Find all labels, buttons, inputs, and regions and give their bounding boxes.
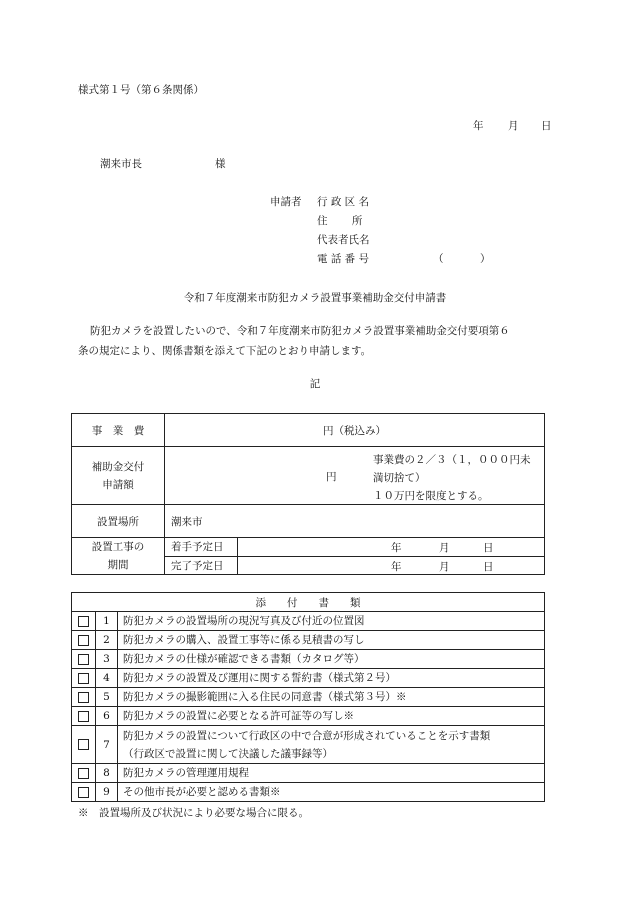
attachment-row <box>72 726 545 764</box>
attachment-checkbox[interactable] <box>78 768 89 779</box>
period-label-line2: 期間 <box>107 559 129 571</box>
date-month-label: 月 <box>508 120 519 132</box>
attachment-row <box>72 688 545 707</box>
body-line-1: 防犯カメラを設置したいので、令和７年度潮来市防犯カメラ設置事業補助金交付要項第６ <box>90 325 510 337</box>
attachment-checkbox[interactable] <box>78 692 89 703</box>
subsidy-note-line2: 満切捨て） <box>373 472 426 484</box>
attachment-checkbox[interactable] <box>78 787 89 798</box>
attachment-text: 防犯カメラの仕様が確認できる書類（カタログ等） <box>123 653 365 665</box>
subsidy-note <box>373 451 531 505</box>
end-date-value <box>238 556 545 575</box>
location-value: 潮来市 <box>165 505 545 538</box>
attachment-checkbox-cell <box>72 631 96 650</box>
attachment-checkbox[interactable] <box>78 673 89 684</box>
period-label-line1: 設置工事の <box>91 541 145 553</box>
start-year: 年 <box>391 542 402 554</box>
attachment-row <box>72 783 545 802</box>
body-line-2: 条の規定により、関係書類を添えて下記のとおり申請します。 <box>78 345 372 357</box>
attachment-text: その他市長が必要と認める書類※ <box>123 786 281 798</box>
attachment-text-cell <box>118 631 545 650</box>
form-number: 様式第１号（第６条関係） <box>78 84 204 96</box>
date-year-label: 年 <box>473 120 484 132</box>
attachment-checkbox-cell <box>72 669 96 688</box>
subsidy-note-line3: １０万円を限度とする。 <box>373 490 489 502</box>
attachment-checkbox-cell <box>72 688 96 707</box>
attachment-row <box>72 650 545 669</box>
attachment-text-cell <box>118 783 545 802</box>
attachments-body <box>72 612 545 802</box>
attachment-number: 8 <box>96 764 118 783</box>
subsidy-note-line1: 事業費の２／３（１，０００円未 <box>373 454 531 466</box>
attachment-text-cell <box>118 669 545 688</box>
attachment-number: 4 <box>96 669 118 688</box>
phone-label: 電 話 番 号 <box>317 253 370 265</box>
start-date-label: 着手予定日 <box>165 538 238 557</box>
attachment-row <box>72 764 545 783</box>
attachment-row <box>72 707 545 726</box>
application-table <box>71 413 545 575</box>
attachments-table <box>71 592 545 802</box>
attachment-checkbox-cell <box>72 707 96 726</box>
attachment-number: 9 <box>96 783 118 802</box>
date-day-label: 日 <box>541 120 552 132</box>
attachment-checkbox[interactable] <box>78 739 89 750</box>
start-date-value <box>238 538 545 557</box>
subsidy-label <box>72 447 165 505</box>
attachment-text: 防犯カメラの購入、設置工事等に係る見積書の写し <box>123 634 365 646</box>
attachment-text: 防犯カメラの設置及び運用に関する誓約書（様式第２号） <box>123 672 396 684</box>
attachment-checkbox-cell <box>72 612 96 631</box>
attachment-checkbox-cell <box>72 726 96 764</box>
attachment-checkbox[interactable] <box>78 654 89 665</box>
end-date-label: 完了予定日 <box>165 556 238 575</box>
attachment-number: 5 <box>96 688 118 707</box>
period-label <box>72 538 165 575</box>
location-label: 設置場所 <box>72 505 165 538</box>
attachment-row <box>72 631 545 650</box>
start-day: 日 <box>483 542 494 554</box>
attachment-text-cell <box>118 764 545 783</box>
subsidy-cell <box>165 447 545 505</box>
footnote: ※ 設置場所及び状況により必要な場合に限る。 <box>78 807 309 819</box>
attachment-row <box>72 669 545 688</box>
attachment-text: 防犯カメラの設置場所の現況写真及び付近の位置図 <box>123 615 365 627</box>
cost-value: 円（税込み） <box>165 414 545 447</box>
attachment-number: 2 <box>96 631 118 650</box>
attachment-number: 1 <box>96 612 118 631</box>
attachment-checkbox-cell <box>72 650 96 669</box>
attachment-text-cell <box>118 650 545 669</box>
attachment-text-cell <box>118 726 545 764</box>
attachment-checkbox[interactable] <box>78 635 89 646</box>
end-month: 月 <box>439 560 450 573</box>
attachment-text: 防犯カメラの管理運用規程 <box>123 767 249 779</box>
phone-paren-open: （ <box>433 253 444 265</box>
applicant-label: 申請者 <box>270 196 302 208</box>
addressee-suffix: 様 <box>215 158 226 170</box>
attachment-text-cell <box>118 707 545 726</box>
district-label: 行 政 区 名 <box>317 196 370 208</box>
end-year: 年 <box>391 560 402 573</box>
ki-mark: 記 <box>309 378 321 390</box>
start-month: 月 <box>439 542 450 554</box>
attachment-number: 3 <box>96 650 118 669</box>
attachment-text: 防犯カメラの撮影範囲に入る住民の同意書（様式第３号）※ <box>123 691 407 703</box>
attachment-checkbox[interactable] <box>78 711 89 722</box>
subsidy-yen: 円 <box>326 471 337 483</box>
cost-label: 事 業 費 <box>72 414 165 447</box>
attachment-checkbox-cell <box>72 783 96 802</box>
end-day: 日 <box>483 560 494 573</box>
address-label: 住 所 <box>317 215 363 227</box>
subsidy-label-line2: 申請額 <box>102 478 134 491</box>
attachment-checkbox[interactable] <box>78 616 89 627</box>
attachment-text: 防犯カメラの設置について行政区の中で合意が形成されていることを示す書類 <box>123 729 491 742</box>
phone-paren-close: ） <box>480 253 491 265</box>
attachment-text-cell <box>118 688 545 707</box>
attachment-number: 6 <box>96 707 118 726</box>
attachment-checkbox-cell <box>72 764 96 783</box>
attachment-text: 防犯カメラの設置に必要となる許可証等の写し※ <box>123 710 354 722</box>
representative-label: 代表者氏名 <box>317 234 370 246</box>
addressee: 潮来市長 <box>100 158 142 170</box>
document-title: 令和７年度潮来市防犯カメラ設置事業補助金交付申請書 <box>183 292 447 304</box>
subsidy-label-line1: 補助金交付 <box>91 460 145 473</box>
attachment-text-line2: （行政区で設置に関して決議した議事録等） <box>123 747 333 760</box>
attachment-row <box>72 612 545 631</box>
attachment-text-cell <box>118 612 545 631</box>
attachments-header: 添 付 書 類 <box>72 593 545 612</box>
attachment-number: 7 <box>96 726 118 764</box>
